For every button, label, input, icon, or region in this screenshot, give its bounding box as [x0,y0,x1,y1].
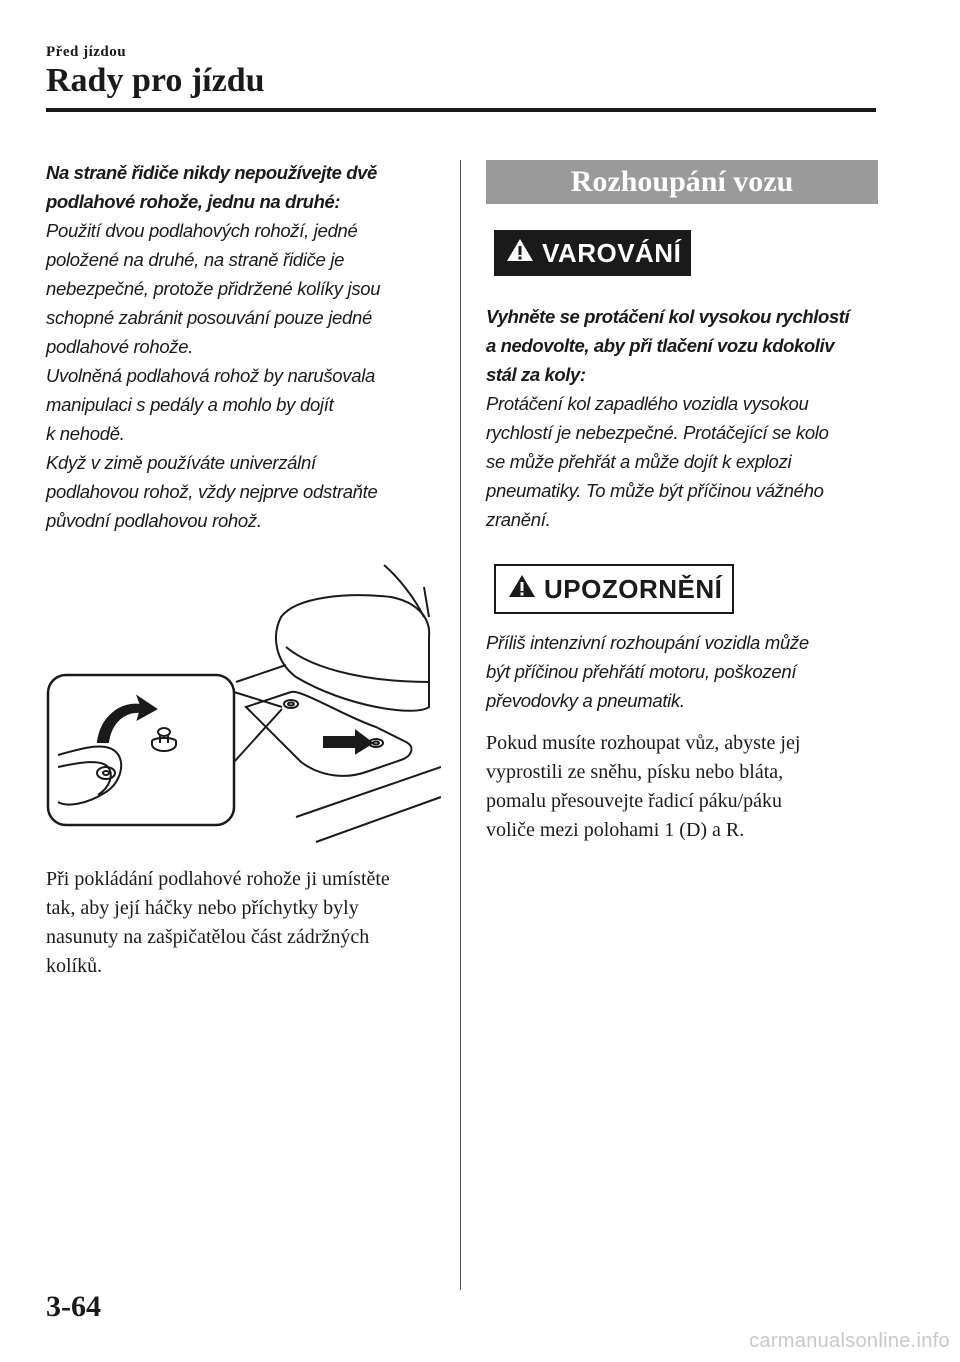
text-line: schopné zabránit posouvání pouze jedné [46,307,372,328]
caution-body [486,628,878,715]
text-line: převodovky a pneumatik. [486,690,685,711]
watermark: carmanualsonline.info [749,1330,950,1352]
text-line: tak, aby její háčky nebo příchytky byly [46,897,359,919]
text-line: Použití dvou podlahových rohoží, jedné [46,220,358,241]
page-title: Rady pro jízdu [46,62,265,99]
text-line: se může přehřát a může dojít k explozi [486,451,792,472]
text-line: Při pokládání podlahové rohože ji umístěte [46,868,390,890]
text-line: stál za koly: [486,364,586,385]
floor-mat-warning-heading [46,158,441,216]
section-title-banner: Rozhoupání vozu [486,160,878,204]
text-line: pneumatiky. To může být příčinou vážného [486,480,824,501]
warning-triangle-icon [506,237,534,270]
text-line: být příčinou přehřátí motoru, poškození [486,661,797,682]
text-line: nasunuty na zašpičatělou část zádržných [46,926,370,948]
text-line: nebezpečné, protože přidržené kolíky jsou [46,278,381,299]
text-line: podlahové rohože. [46,336,194,357]
text-line: voliče mezi polohami 1 (D) a R. [486,819,745,841]
floor-mat-retention-pin-illustration [46,557,441,847]
header-rule [46,108,876,112]
text-line: vyprostili ze sněhu, písku nebo bláta, [486,761,784,783]
text-line: Když v zimě používáte univerzální [46,452,316,473]
warning-badge-label: VAROVÁNÍ [542,237,682,268]
text-line: Příliš intenzivní rozhoupání vozidla může [486,632,809,653]
header-section-label: Před jízdou [46,44,127,60]
text-line: k nehodě. [46,423,125,444]
rocking-warning-heading [486,302,878,389]
caution-badge-label: UPOZORNĚNÍ [544,573,723,604]
text-line: Protáčení kol zapadlého vozidla vysokou [486,393,809,414]
text-line: rychlostí je nebezpečné. Protáčející se kolo [486,422,829,443]
text-line: Vyhněte se protáčení kol vysokou rychlostí [486,306,850,327]
text-line: podlahovou rohož, vždy nejprve odstraňte [46,481,378,502]
floor-mat-instruction [46,865,441,981]
left-column [46,158,441,981]
text-line: a nedovolte, aby při tlačení vozu kdokoliv [486,335,835,356]
right-column [486,160,878,845]
text-line: manipulaci s pedály a mohlo by dojít [46,394,334,415]
text-line: podlahové rohože, jednu na druhé: [46,191,341,212]
text-line: Pokud musíte rozhoupat vůz, abyste jej [486,732,801,754]
text-line: Na straně řidiče nikdy nepoužívejte dvě [46,162,377,183]
text-line: pomalu přesouvejte řadicí páku/páku [486,790,783,812]
text-line: zranění. [486,509,551,530]
page-number: 3-64 [46,1290,101,1323]
caution-triangle-icon [508,573,536,606]
warning-badge [494,230,691,276]
text-line: kolíků. [46,955,103,977]
text-line: Uvolněná podlahová rohož by narušovala [46,365,376,386]
caution-badge [494,564,734,614]
rocking-instruction [486,729,878,845]
rocking-warning-body [486,389,878,534]
column-divider [460,160,461,1290]
text-line: původní podlahovou rohož. [46,510,262,531]
text-line: položené na druhé, na straně řidiče je [46,249,345,270]
floor-mat-warning-body [46,216,441,535]
